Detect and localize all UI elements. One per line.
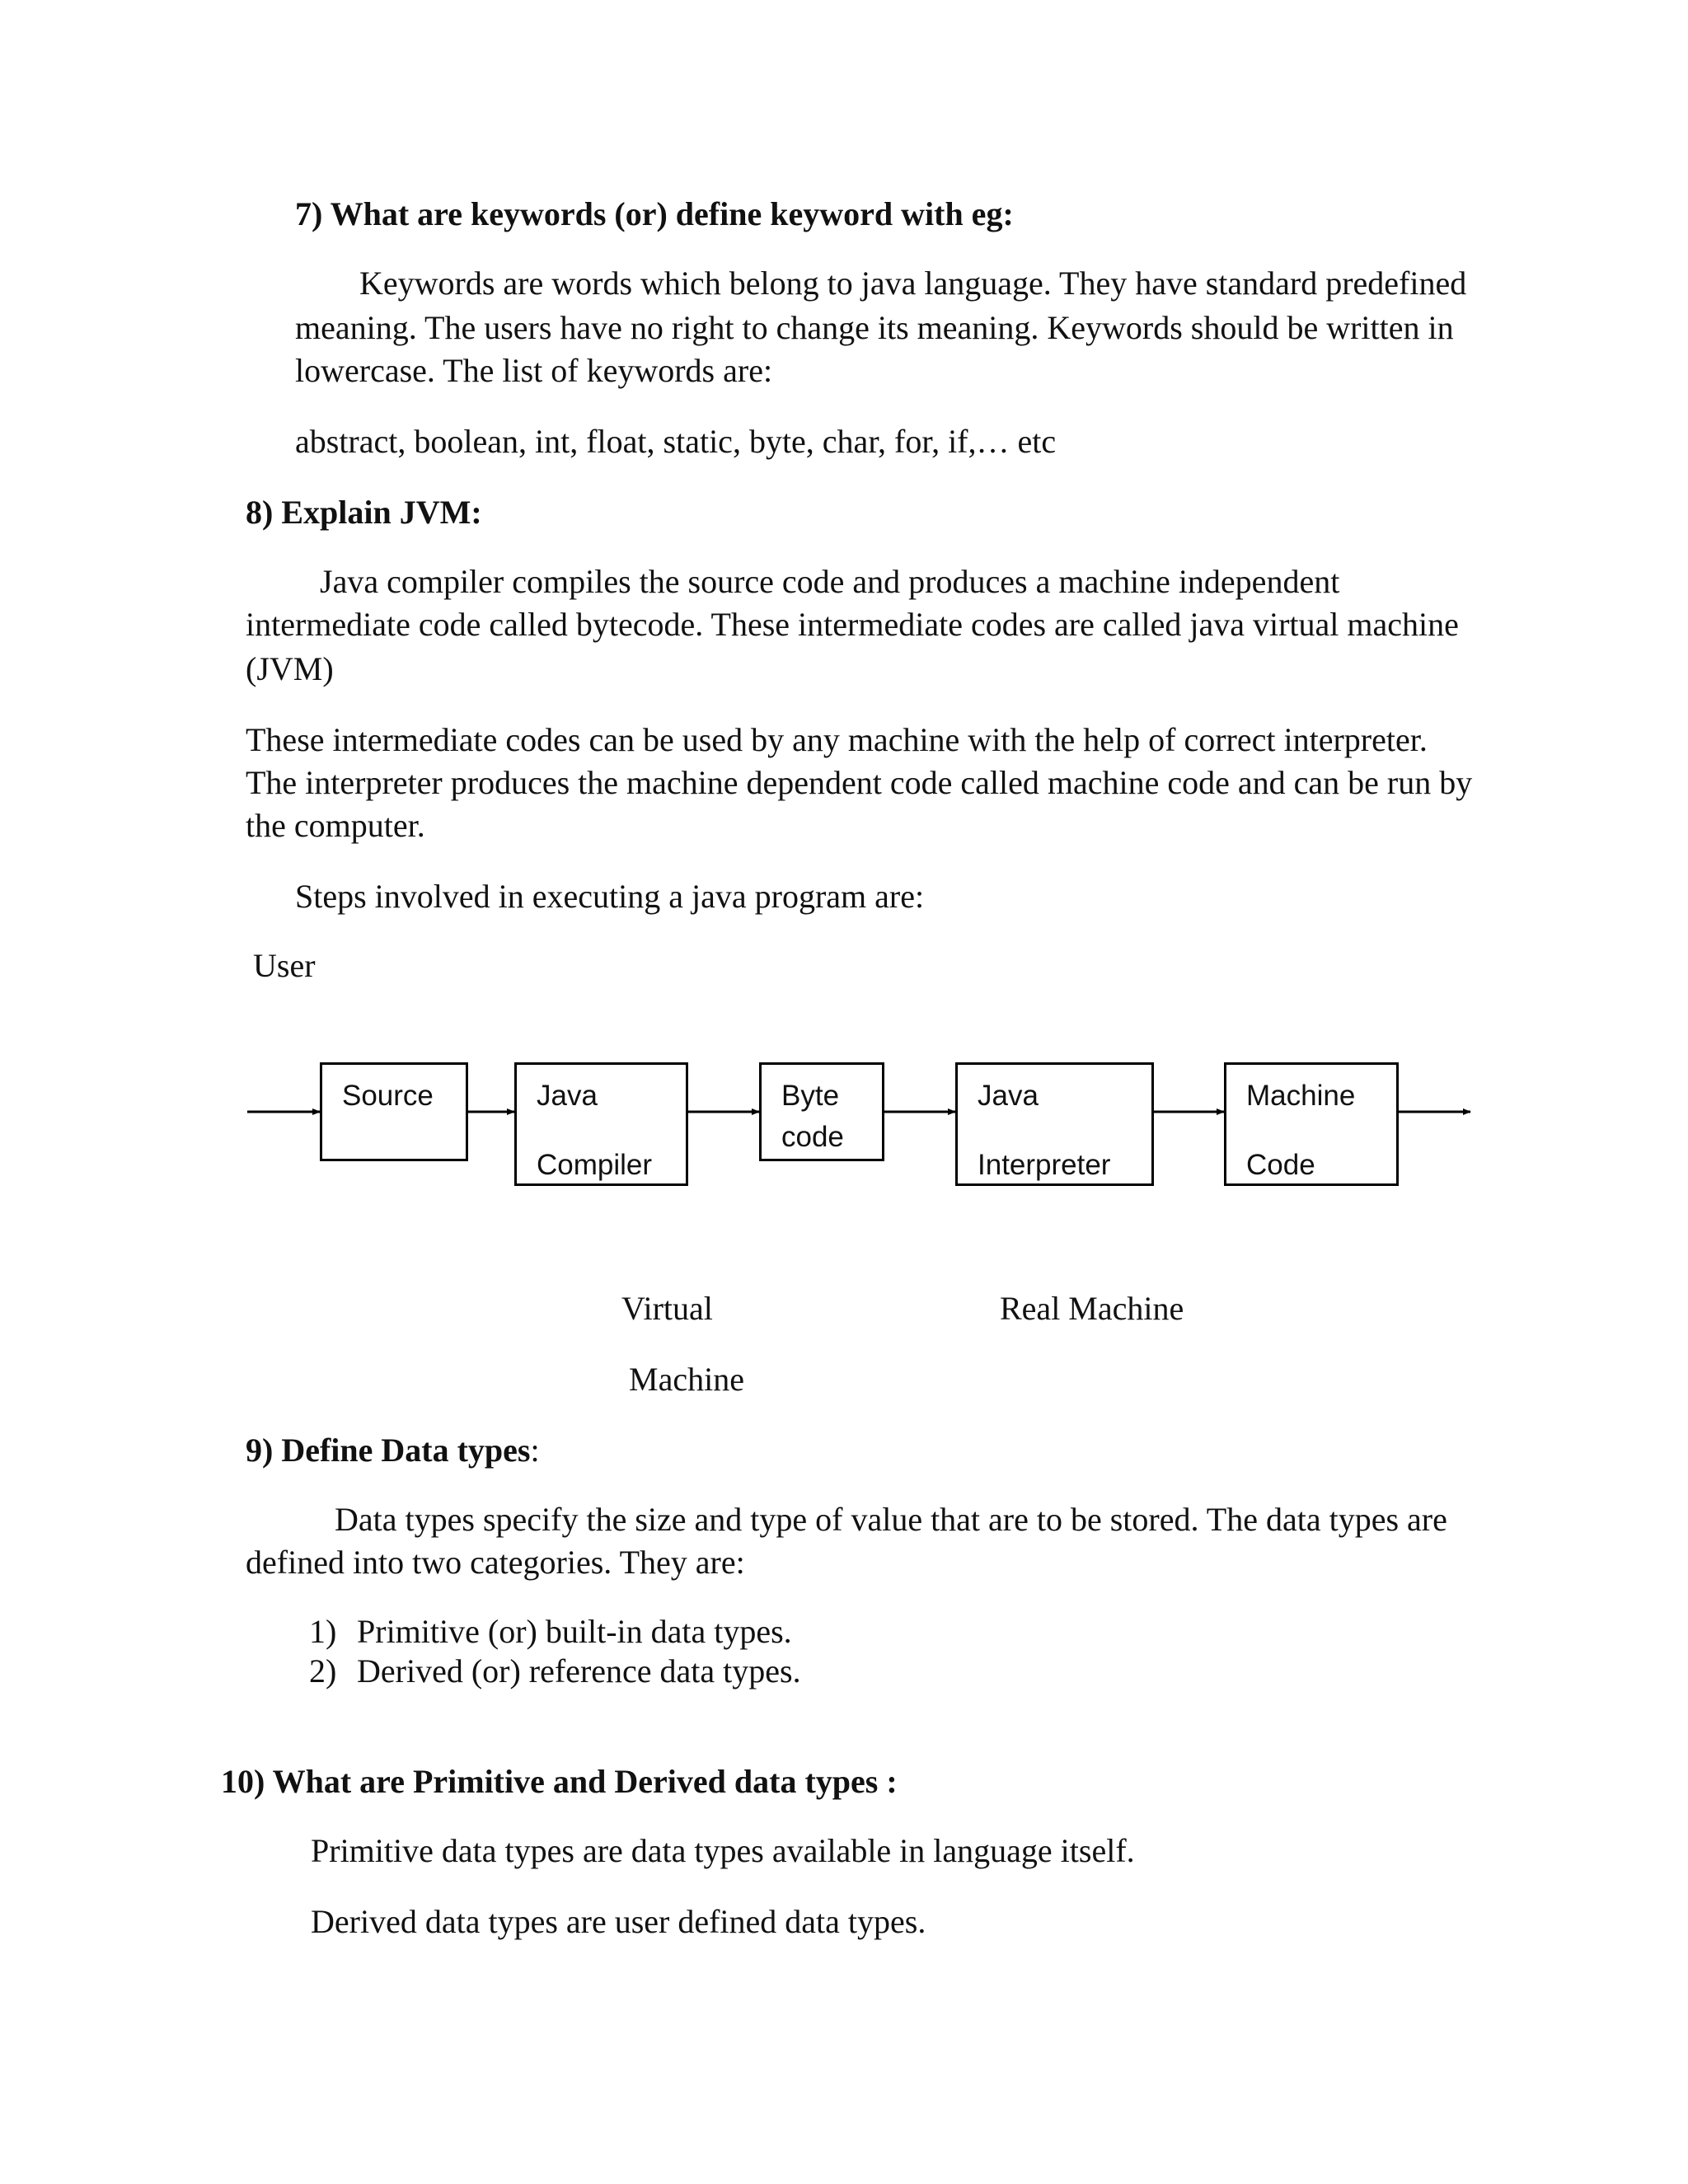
- q9-paragraph-line-2: defined into two categories. They are:: [246, 1544, 745, 1581]
- q9-list-item-1-text: Primitive (or) built-in data types.: [357, 1613, 792, 1650]
- q7-heading: 7) What are keywords (or) define keyword with eg:: [295, 195, 1014, 232]
- q9-list-item-2-number: 2): [309, 1652, 337, 1690]
- machine-code-box-label-1: Machine: [1246, 1080, 1356, 1112]
- bytecode-box: [759, 1062, 884, 1161]
- java-compiler-box-label-2: Compiler: [537, 1149, 653, 1181]
- q8-paragraph1-line-1: Java compiler compiles the source code and produces a machine independent: [320, 563, 1340, 600]
- source-box-label-1: Source: [342, 1080, 434, 1112]
- q10-line-1: Primitive data types are data types available in language itself.: [311, 1832, 1135, 1869]
- q9-heading-text: 9) Define Data types: [246, 1432, 531, 1469]
- java-interpreter-box-label-2: Interpreter: [978, 1149, 1111, 1181]
- q7-paragraph-line-1: Keywords are words which belong to java language. They have standard predefined: [359, 265, 1467, 302]
- source-box: [320, 1062, 468, 1161]
- q8-steps-intro: Steps involved in executing a java program are:: [295, 878, 925, 915]
- q7-paragraph-line-3: lowercase. The list of keywords are:: [295, 352, 773, 389]
- bytecode-box-label-1: Byte: [781, 1080, 840, 1112]
- bytecode-box-label-2: code: [781, 1121, 844, 1153]
- q8-heading: 8) Explain JVM:: [246, 494, 482, 531]
- q9-list-item-1-number: 1): [309, 1613, 337, 1650]
- q7-keyword-examples: abstract, boolean, int, float, static, byte, char, for, if,… etc: [295, 423, 1057, 460]
- java-compiler-box: [514, 1062, 688, 1186]
- machine-code-box-label-2: Code: [1246, 1149, 1315, 1181]
- q7-paragraph-line-2: meaning. The users have no right to change its meaning. Keywords should be written in: [295, 309, 1454, 346]
- q10-line-2: Derived data types are user defined data types.: [311, 1903, 926, 1940]
- java-interpreter-box-label-1: Java: [978, 1080, 1039, 1112]
- virtual-machine-label-line-1: Virtual: [621, 1290, 713, 1327]
- q9-paragraph-line-1: Data types specify the size and type of value that are to be stored. The data types are: [335, 1501, 1447, 1538]
- q9-heading-colon: :: [530, 1432, 540, 1469]
- diagram-user-label: User: [253, 947, 316, 984]
- q8-paragraph2-line-2: The interpreter produces the machine dependent code called machine code and can be run by: [246, 764, 1473, 801]
- q9-heading: [246, 1429, 540, 1472]
- q8-paragraph2-line-1: These intermediate codes can be used by any machine with the help of correct interpreter.: [246, 721, 1428, 758]
- machine-code-box: [1224, 1062, 1399, 1186]
- java-interpreter-box: [955, 1062, 1154, 1186]
- q8-paragraph1-line-2: intermediate code called bytecode. These intermediate codes are called java virtual machine: [246, 606, 1459, 643]
- q8-paragraph1-line-3: (JVM): [246, 650, 334, 687]
- java-compiler-box-label-1: Java: [537, 1080, 598, 1112]
- virtual-machine-label-line-2: Machine: [629, 1361, 744, 1398]
- q9-list-item-2-text: Derived (or) reference data types.: [357, 1652, 801, 1690]
- q8-paragraph2-line-3: the computer.: [246, 807, 425, 844]
- q10-heading: 10) What are Primitive and Derived data types :: [221, 1763, 898, 1800]
- real-machine-label: Real Machine: [1000, 1290, 1184, 1327]
